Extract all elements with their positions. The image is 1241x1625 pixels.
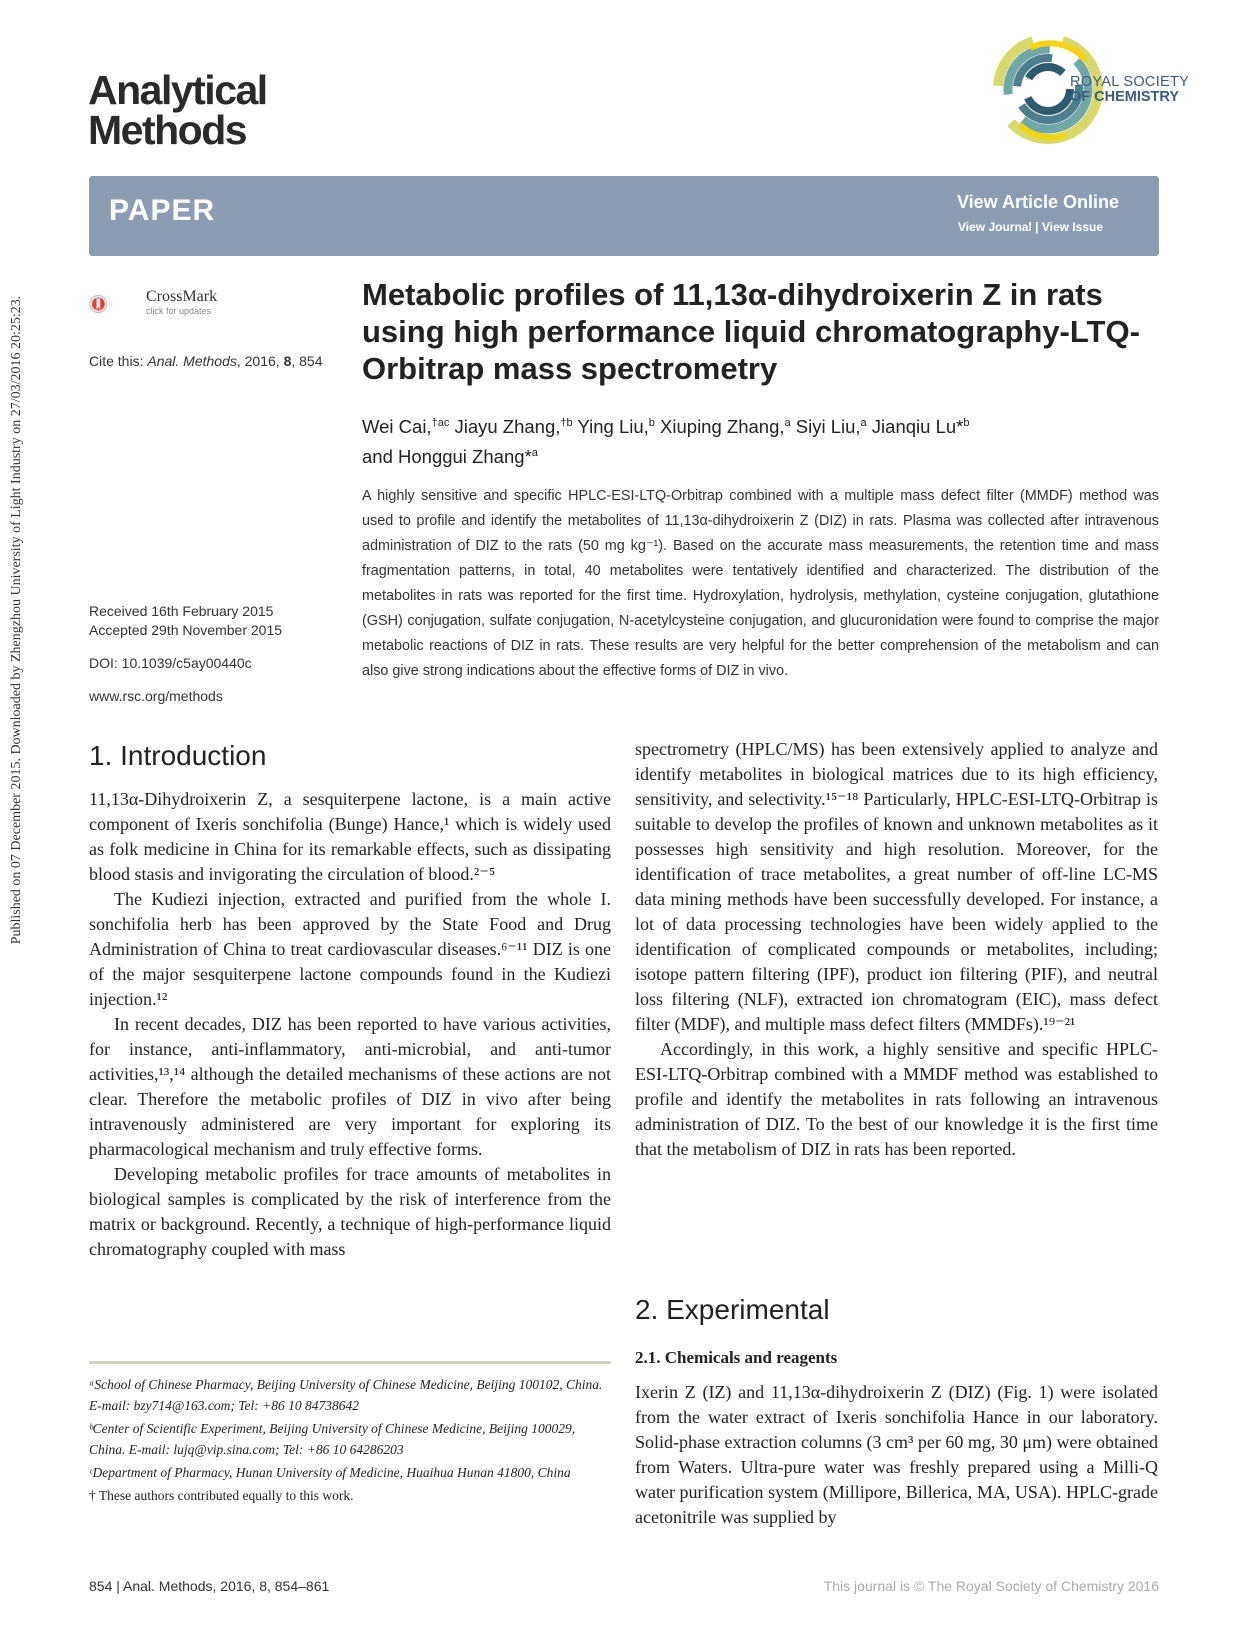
view-issue-link[interactable]: View Issue (1041, 220, 1103, 234)
author-affiliation: †b (560, 417, 573, 429)
author-affiliation: b (963, 417, 970, 429)
view-article-online-link[interactable]: View Article Online (956, 192, 1119, 212)
doi-link[interactable]: DOI: 10.1039/c5ay00440c (89, 655, 252, 671)
right-column (635, 737, 1158, 1162)
article-banner (89, 176, 1159, 256)
section-heading-experimental: 2. Experimental (635, 1294, 830, 1325)
view-journal-link[interactable]: View Journal (958, 220, 1032, 234)
crossmark-sublabel[interactable]: click for updates (146, 306, 212, 316)
side-publication-note (2, 230, 32, 1010)
publisher-line2: OF CHEMISTRY (1070, 89, 1180, 105)
footnotes (89, 1374, 611, 1508)
cite-page: , 854 (291, 353, 323, 369)
paragraph: spectrometry (HPLC/MS) has been extensively applied to analyze and identify metabolites in biological matrices due to its high efficiency, sensitivity, and selectivity.¹⁵⁻¹⁸ Particularly, HPLC-ESI-LTQ-Orbitrap is suitable to develop the profiles of known and unknown metabolites as it possesses high sensitivity and high resolution. Moreover, for the identification of trace metabolites, a great number of off-line LC-MS data mining methods have been successfully developed. For instance, a lot of data processing technologies have been widely applied to the identification of complicated compounds or metabolites, including; isotope pattern filtering (IPF), product ion filtering (PIF), and neutral loss filtering (NLF), extracted ion chromatogram (EIC), mass defect filter (MDF), and multiple mass defect filters (MMDFs).¹⁹⁻²¹ (635, 739, 1158, 1034)
left-column (89, 787, 611, 1262)
paragraph: 11,13α-Dihydroixerin Z, a sesquiterpene lactone, is a main active component of Ixeris sonchifolia (Bunge) Hance,¹ which is widely used as folk medicine in China for its remarkable effects, such as dissipating blood stasis and invigorating the circulation of blood.²⁻⁵ (89, 789, 611, 884)
journal-title-line1: Analytical (88, 67, 267, 113)
cite-prefix: Cite this: (89, 353, 148, 369)
citation-line (89, 353, 323, 369)
footnote-divider (89, 1361, 611, 1364)
author-name: Wei Cai, (362, 416, 432, 438)
author-affiliation: †ac (431, 417, 450, 429)
accepted-date: Accepted 29th November 2015 (89, 622, 283, 638)
author-name: Jianqiu Lu* (866, 416, 964, 438)
footnote-affiliation-a: ᵃSchool of Chinese Pharmacy, Beijing University of Chinese Medicine, Beijing 100102, China. E-mail: bzy714@163.com; Tel: +86 10 84738642 (89, 1377, 603, 1413)
publisher-name (1070, 75, 1189, 105)
author-name: Jiayu Zhang, (449, 416, 561, 438)
paragraph: The Kudiezi injection, extracted and purified from the whole I. sonchifolia herb has been approved by the State Food and Drug Administration of China to treat cardiovascular diseases.⁶⁻¹¹ DIZ is one of the major sesquiterpene lactone compounds found in the Kudiezi injection.¹² (89, 889, 611, 1009)
journal-url-link[interactable]: www.rsc.org/methods (89, 688, 223, 704)
author-affiliation: a (784, 417, 791, 429)
publisher-line1: ROYAL SOCIETY (1070, 74, 1190, 90)
crossmark-icon[interactable] (89, 276, 145, 332)
paragraph: Ixerin Z (IZ) and 11,13α-dihydroixerin Z (DIZ) (Fig. 1) were isolated from the water extract of Ixeris sonchifolia Hance in our laboratory. Solid-phase extraction columns (3 cm³ per 60 mg, 30 μm) were obtained from Waters. Ultra-pure water was freshly prepared using a Milli-Q water purification system (Millipore, Billerica, MA, USA). HPLC-grade acetonitrile was supplied by (635, 1382, 1158, 1527)
cite-year: , 2016, (236, 353, 284, 369)
author-name: and Honggui Zhang* (362, 446, 532, 468)
paragraph: Accordingly, in this work, a highly sensitive and specific HPLC-ESI-LTQ-Orbitrap combined with a MMDF method was established to profile and identify the metabolites in rats following an intravenous administration of DIZ. To the best of our knowledge it is the first time that the metabolism of DIZ in rats has been reported. (635, 1039, 1158, 1159)
article-type-label: PAPER (109, 194, 216, 227)
subsection-heading: 2.1. Chemicals and reagents (635, 1348, 838, 1367)
author-affiliation: b (648, 417, 655, 429)
journal-title (88, 67, 267, 153)
author-name: Xiuping Zhang, (654, 416, 785, 438)
cite-volume: 8 (283, 353, 292, 369)
footnote-affiliation-b: ᵇCenter of Scientific Experiment, Beijing University of Chinese Medicine, Beijing 100029, China. E-mail: lujq@vip.sina.com; Tel: +86 10 64286203 (89, 1421, 576, 1457)
author-name: Siyi Liu, (790, 416, 861, 438)
view-links-separator: | (1031, 220, 1042, 234)
paragraph: Developing metabolic profiles for trace amounts of metabolites in biological samples is complicated by the risk of interference from the matrix or background. Recently, a technique of high-performance liquid chromatography coupled with mass (89, 1164, 611, 1259)
footnote-affiliation-c: ᶜDepartment of Pharmacy, Hunan University of Medicine, Huaihua Hunan 41800, China (89, 1465, 571, 1480)
page-footer-copyright: This journal is © The Royal Society of Chemistry 2016 (823, 1578, 1159, 1594)
footnote-equal-contribution: † These authors contributed equally to this work. (89, 1488, 354, 1503)
author-affiliation: a (860, 417, 867, 429)
experimental-paragraph (635, 1380, 1158, 1530)
crossmark-label[interactable]: CrossMark (146, 288, 218, 305)
journal-title-line2: Methods (88, 107, 247, 153)
abstract: A highly sensitive and specific HPLC-ESI-LTQ-Orbitrap combined with a multiple mass defect filter (MMDF) method was used to profile and identify the metabolites of 11,13α-dihydroixerin Z (DIZ) in rats. Plasma was collected after intravenous administration of DIZ to the rats (50 mg kg⁻¹). Based on the accurate mass measurements, the retention time and mass fragmentation patterns, in total, 40 metabolites were tentatively identified and characterized. The distribution of the metabolites in rats was reported for the first time. Hydroxylation, hydrolysis, methylation, cysteine conjugation, glutathione (GSH) conjugation, sulfate conjugation, N-acetylcysteine conjugation, and glucuronidation were found to comprise the major metabolic reactions of DIZ in rats. These results are very helpful for the better comprehension of the metabolism and can also give strong indications about the effective forms of DIZ in vivo. (362, 488, 1159, 679)
cite-journal: Anal. Methods (147, 353, 237, 369)
dates-block (89, 602, 282, 640)
author-list (362, 410, 1162, 470)
author-affiliation: a (531, 447, 538, 460)
author-name: Ying Liu, (572, 416, 649, 438)
section-heading-introduction: 1. Introduction (89, 740, 267, 771)
paragraph: In recent decades, DIZ has been reported to have various activities, for instance, anti-inflammatory, anti-microbial, and anti-tumor activities,¹³,¹⁴ although the detailed mechanisms of these actions are not clear. Therefore the metabolic profiles of DIZ in vivo after being intravenously administered are very important for exploring its pharmacological mechanism and truly effective forms. (89, 1014, 611, 1159)
side-note-text: Published on 07 December 2015. Downloaded by Zhengzhou University of Light Industry on 27/03/2016 20:25:23. (9, 295, 24, 945)
article-title: Metabolic profiles of 11,13α-dihydroixerin Z in rats using high performance liquid chromatography-LTQ-Orbitrap mass spectrometry (362, 277, 1140, 386)
page-footer-citation: 854 | Anal. Methods, 2016, 8, 854–861 (89, 1578, 330, 1594)
received-date: Received 16th February 2015 (89, 603, 274, 619)
view-links (958, 220, 1103, 234)
